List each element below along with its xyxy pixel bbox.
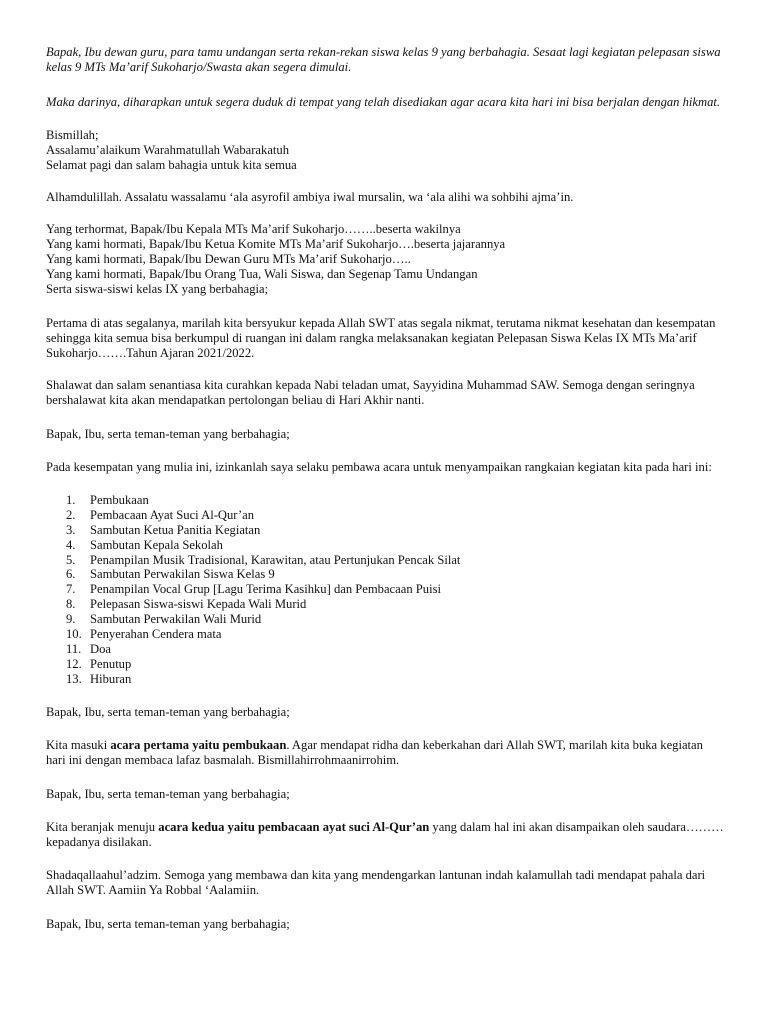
agenda-item-text: Pelepasan Siswa-siswi Kepada Wali Murid xyxy=(90,597,307,612)
agenda-item-number: 3. xyxy=(66,522,76,537)
agenda-item-text: Pembacaan Ayat Suci Al-Qur’an xyxy=(90,507,255,522)
agenda-item-text: Sambutan Kepala Sekolah xyxy=(90,537,223,552)
agenda-item-text: Penampilan Vocal Grup [Lagu Terima Kasihku] dan Pembacaan Puisi xyxy=(90,582,441,597)
agenda-list xyxy=(66,493,460,687)
intro-line: kelas 9 MTs Ma’arif Sukoharjo/Swasta akan segera dimulai. xyxy=(46,60,352,74)
agenda-item-number: 9. xyxy=(66,612,76,627)
shalawat-paragraph: Shalawat dan salam senantiasa kita curahkan kepada Nabi teladan umat, Sayyidina Muhammad SAW. Semoga dengan seringnya bershalawat kita akan mendapatkan pertolongan beliau di Hari Akhir nanti. xyxy=(46,378,695,407)
first-agenda-paragraph: Kita masuki acara pertama yaitu pembukaan. Agar mendapat ridha dan keberkahan dari Allah SWT, marilah kita buka kegiatan hari ini dengan membaca lafaz basmalah. Bismillahirrohmaanirrohim. xyxy=(46,738,703,767)
agenda-item-text: Doa xyxy=(90,641,111,656)
second-agenda-highlight: acara kedua yaitu pembacaan ayat suci Al-Qur’an xyxy=(158,820,430,834)
greeting-line: Selamat pagi dan salam bahagia untuk kita semua xyxy=(46,158,297,172)
first-agenda-highlight: acara pertama yaitu pembukaan xyxy=(110,738,287,752)
agenda-item xyxy=(66,657,460,672)
agenda-item-number: 5. xyxy=(66,552,76,567)
second-agenda-paragraph: Kita beranjak menuju acara kedua yaitu pembacaan ayat suci Al-Qur’an yang dalam hal ini akan disampaikan oleh saudara……… kepadanya disilakan. xyxy=(46,820,724,849)
bismillah-line: Bismillah; xyxy=(46,128,99,142)
agenda-item xyxy=(66,582,460,597)
agenda-item-text: Sambutan Perwakilan Siswa Kelas 9 xyxy=(90,567,275,582)
honorific-line: Yang kami hormati, Bapak/Ibu Dewan Guru MTs Ma’arif Sukoharjo….. xyxy=(46,252,411,266)
agenda-item-text: Penutup xyxy=(90,656,132,671)
honorific-line: Serta siswa-siswi kelas IX yang berbahagia; xyxy=(46,282,269,296)
agenda-item xyxy=(66,627,460,642)
opening-greeting xyxy=(46,128,736,173)
intro-line: Bapak, Ibu dewan guru, para tamu undangan serta rekan-rekan siswa kelas 9 yang berbahagia. Sesaat lagi kegiatan pelepasan siswa xyxy=(46,45,721,59)
agenda-item-number: 7. xyxy=(66,582,76,597)
intro-paragraph xyxy=(46,45,736,75)
agenda-item xyxy=(66,538,460,553)
honorific-line: Yang kami hormati, Bapak/Ibu Ketua Komite MTs Ma’arif Sukoharjo….beserta jajarannya xyxy=(46,237,506,251)
agenda-item-number: 10. xyxy=(66,627,82,642)
agenda-item xyxy=(66,493,460,508)
agenda-item-number: 13. xyxy=(66,671,82,686)
agenda-item xyxy=(66,612,460,627)
agenda-item-text: Pembukaan xyxy=(90,493,149,507)
gratitude-paragraph: Pertama di atas segalanya, marilah kita bersyukur kepada Allah SWT atas segala nikmat, terutama nikmat kesehatan dan kesempatan sehingga kita semua bisa berkumpul di ruangan ini dalam rangka melaksanakan kegiatan Pelepasan Siswa Kelas IX MTs Ma’arif Sukoharjo…….Tahun Ajaran 2021/2022. xyxy=(46,316,716,360)
agenda-intro: Pada kesempatan yang mulia ini, izinkanlah saya selaku pembawa acara untuk menyampaikan rangkaian kegiatan kita pada hari ini: xyxy=(46,460,712,474)
honorifics-paragraph xyxy=(46,222,736,297)
agenda-item-number: 1. xyxy=(66,493,76,507)
agenda-item-number: 11. xyxy=(66,641,82,656)
agenda-item xyxy=(66,597,460,612)
address-line: Bapak, Ibu, serta teman-teman yang berbahagia; xyxy=(46,787,290,801)
honorific-line: Yang kami hormati, Bapak/Ibu Orang Tua, Wali Siswa, dan Segenap Tamu Undangan xyxy=(46,267,478,281)
agenda-item-number: 6. xyxy=(66,567,76,582)
agenda-item xyxy=(66,553,460,568)
agenda-item-text: Sambutan Perwakilan Wali Murid xyxy=(90,612,262,627)
agenda-item-number: 2. xyxy=(66,507,76,522)
agenda-item xyxy=(66,642,460,657)
agenda-item-number: 8. xyxy=(66,597,76,612)
salam-line: Assalamu’alaikum Warahmatullah Wabarakatuh xyxy=(46,143,290,157)
agenda-item-text: Penampilan Musik Tradisional, Karawitan, atau Pertunjukan Pencak Silat xyxy=(90,552,461,567)
agenda-item-text: Hiburan xyxy=(90,671,132,686)
address-line: Bapak, Ibu, serta teman-teman yang berbahagia; xyxy=(46,427,290,441)
agenda-item-text: Penyerahan Cendera mata xyxy=(90,627,222,642)
agenda-item xyxy=(66,523,460,538)
agenda-item-number: 12. xyxy=(66,656,82,671)
agenda-item xyxy=(66,508,460,523)
closing-quran-paragraph: Shadaqallaahul’adzim. Semoga yang membawa dan kita yang mendengarkan lantunan indah kalamullah tadi mendapat pahala dari Allah SWT. Aamiin Ya Robbal ‘Aalamiin. xyxy=(46,868,706,897)
agenda-item-text: Sambutan Ketua Panitia Kegiatan xyxy=(90,522,261,537)
address-line: Bapak, Ibu, serta teman-teman yang berbahagia; xyxy=(46,917,290,931)
address-line: Bapak, Ibu, serta teman-teman yang berbahagia; xyxy=(46,705,290,719)
honorific-line: Yang terhormat, Bapak/Ibu Kepala MTs Ma’arif Sukoharjo……..beserta wakilnya xyxy=(46,222,461,236)
agenda-item xyxy=(66,567,460,582)
hamdalah-paragraph: Alhamdulillah. Assalatu wassalamu ‘ala asyrofil ambiya iwal mursalin, wa ‘ala alihi wa sohbihi ajma’in. xyxy=(46,190,574,204)
agenda-item xyxy=(66,672,460,687)
seating-instruction: Maka darinya, diharapkan untuk segera duduk di tempat yang telah disediakan agar acara kita hari ini bisa berjalan dengan hikmat. xyxy=(46,95,721,109)
agenda-item-number: 4. xyxy=(66,537,76,552)
